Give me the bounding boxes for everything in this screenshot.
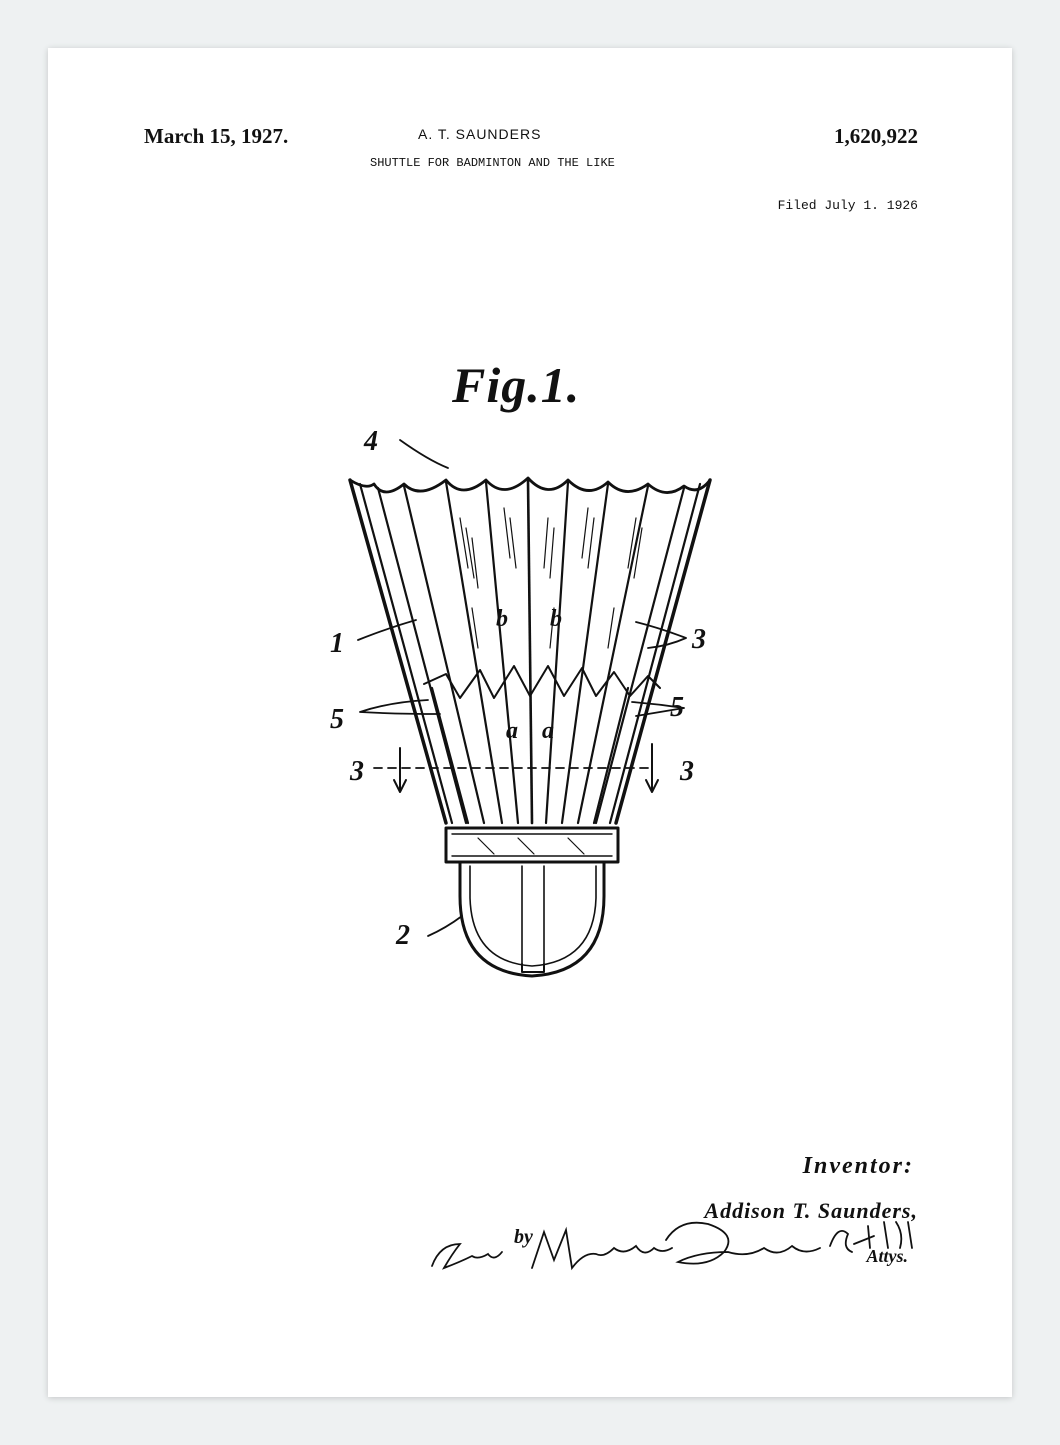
ref-b-right: b (550, 606, 562, 632)
inventor-label: Inventor: (802, 1153, 914, 1179)
ref-5-right: 5 (670, 692, 684, 723)
patent-date: March 15, 1927. (144, 124, 289, 148)
figure-label: Fig.1. (452, 357, 581, 413)
patent-title: SHUTTLE FOR BADMINTON AND THE LIKE (370, 156, 615, 170)
patent-number: 1,620,922 (834, 124, 918, 148)
ref-3-right: 3 (680, 756, 694, 787)
attorneys-label: Attys. (866, 1246, 908, 1266)
ref-3-upper: 3 (692, 624, 706, 655)
ref-2: 2 (396, 920, 410, 951)
filed-date: Filed July 1. 1926 (777, 198, 918, 213)
ref-4: 4 (364, 426, 378, 457)
inventor-header: A. T. SAUNDERS (418, 126, 542, 142)
ref-1: 1 (330, 628, 344, 659)
inventor-name: Addison T. Saunders, (704, 1198, 918, 1223)
attorney-signature (432, 1222, 912, 1268)
ref-a-left: a (506, 718, 518, 744)
shuttlecock-drawing (48, 48, 1012, 1397)
ref-3-left: 3 (350, 756, 364, 787)
patent-sheet (48, 48, 1012, 1397)
ref-a-right: a (542, 718, 554, 744)
ref-5-left: 5 (330, 704, 344, 735)
by-label: by (514, 1226, 533, 1248)
ref-b-left: b (496, 606, 508, 632)
